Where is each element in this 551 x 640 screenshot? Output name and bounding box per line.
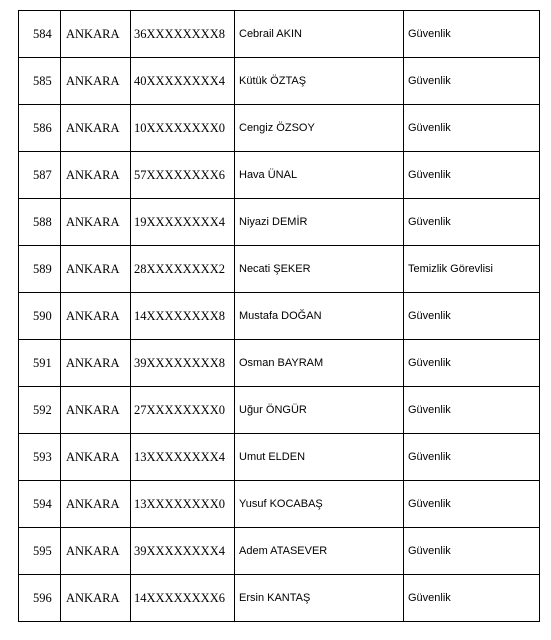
name-cell: Hava ÜNAL (235, 152, 404, 199)
row-number: 593 (19, 434, 61, 481)
id-number-cell: 39XXXXXXXX8 (131, 340, 235, 387)
unit-cell: Güvenlik (404, 575, 540, 622)
name-cell: Ersin KANTAŞ (235, 575, 404, 622)
personnel-table (18, 10, 540, 622)
id-number-cell: 10XXXXXXXX0 (131, 105, 235, 152)
id-number-cell: 27XXXXXXXX0 (131, 387, 235, 434)
table-row (19, 152, 540, 199)
unit-cell: Güvenlik (404, 199, 540, 246)
name-cell: Cebrail AKIN (235, 11, 404, 58)
unit-cell: Güvenlik (404, 434, 540, 481)
city-cell: ANKARA (61, 11, 131, 58)
name-cell: Adem ATASEVER (235, 528, 404, 575)
city-cell: ANKARA (61, 434, 131, 481)
city-cell: ANKARA (61, 246, 131, 293)
row-number: 584 (19, 11, 61, 58)
unit-cell: Güvenlik (404, 293, 540, 340)
id-number-cell: 57XXXXXXXX6 (131, 152, 235, 199)
table-row (19, 199, 540, 246)
table-row (19, 340, 540, 387)
unit-cell: Güvenlik (404, 481, 540, 528)
name-cell: Mustafa DOĞAN (235, 293, 404, 340)
table-row (19, 293, 540, 340)
table-row (19, 105, 540, 152)
table-row (19, 387, 540, 434)
row-number: 592 (19, 387, 61, 434)
city-cell: ANKARA (61, 58, 131, 105)
name-cell: Yusuf KOCABAŞ (235, 481, 404, 528)
id-number-cell: 13XXXXXXXX4 (131, 434, 235, 481)
id-number-cell: 13XXXXXXXX0 (131, 481, 235, 528)
table-row (19, 58, 540, 105)
table-row (19, 246, 540, 293)
id-number-cell: 19XXXXXXXX4 (131, 199, 235, 246)
unit-cell: Güvenlik (404, 105, 540, 152)
city-cell: ANKARA (61, 152, 131, 199)
city-cell: ANKARA (61, 481, 131, 528)
unit-cell: Temizlik Görevlisi (404, 246, 540, 293)
city-cell: ANKARA (61, 387, 131, 434)
city-cell: ANKARA (61, 575, 131, 622)
name-cell: Osman BAYRAM (235, 340, 404, 387)
id-number-cell: 14XXXXXXXX6 (131, 575, 235, 622)
name-cell: Niyazi DEMİR (235, 199, 404, 246)
city-cell: ANKARA (61, 340, 131, 387)
row-number: 589 (19, 246, 61, 293)
row-number: 595 (19, 528, 61, 575)
row-number: 586 (19, 105, 61, 152)
name-cell: Necati ŞEKER (235, 246, 404, 293)
name-cell: Uğur ÖNGÜR (235, 387, 404, 434)
unit-cell: Güvenlik (404, 58, 540, 105)
id-number-cell: 36XXXXXXXX8 (131, 11, 235, 58)
city-cell: ANKARA (61, 293, 131, 340)
table-row (19, 481, 540, 528)
id-number-cell: 14XXXXXXXX8 (131, 293, 235, 340)
table-row (19, 528, 540, 575)
row-number: 596 (19, 575, 61, 622)
name-cell: Cengiz ÖZSOY (235, 105, 404, 152)
city-cell: ANKARA (61, 528, 131, 575)
row-number: 591 (19, 340, 61, 387)
unit-cell: Güvenlik (404, 152, 540, 199)
id-number-cell: 40XXXXXXXX4 (131, 58, 235, 105)
id-number-cell: 28XXXXXXXX2 (131, 246, 235, 293)
row-number: 590 (19, 293, 61, 340)
city-cell: ANKARA (61, 199, 131, 246)
unit-cell: Güvenlik (404, 387, 540, 434)
personnel-table-body (19, 11, 540, 622)
unit-cell: Güvenlik (404, 11, 540, 58)
row-number: 588 (19, 199, 61, 246)
unit-cell: Güvenlik (404, 340, 540, 387)
city-cell: ANKARA (61, 105, 131, 152)
unit-cell: Güvenlik (404, 528, 540, 575)
name-cell: Umut ELDEN (235, 434, 404, 481)
table-row (19, 575, 540, 622)
name-cell: Kütük ÖZTAŞ (235, 58, 404, 105)
table-row (19, 434, 540, 481)
table-row (19, 11, 540, 58)
row-number: 594 (19, 481, 61, 528)
row-number: 585 (19, 58, 61, 105)
id-number-cell: 39XXXXXXXX4 (131, 528, 235, 575)
row-number: 587 (19, 152, 61, 199)
